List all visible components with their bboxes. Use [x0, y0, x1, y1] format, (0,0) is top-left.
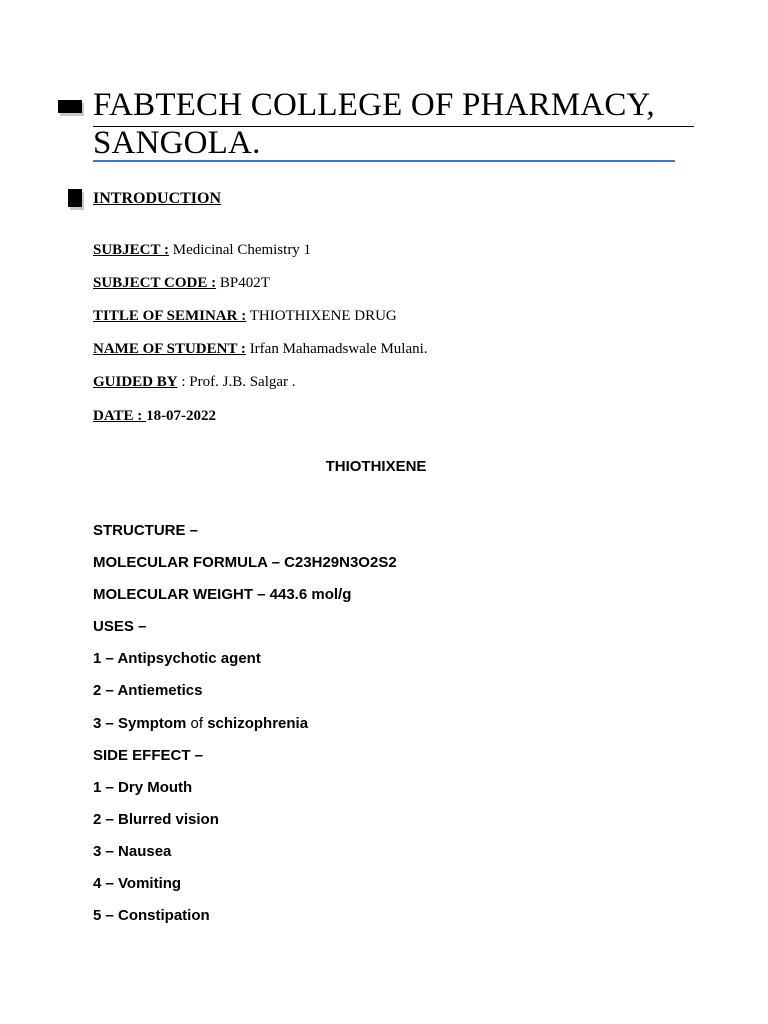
section-bullet-icon	[68, 189, 82, 207]
date-line	[93, 408, 216, 425]
subject-code-line	[93, 275, 270, 292]
use-item: 2 – Antiemetics	[93, 682, 203, 699]
side-effect-item: 2 – Blurred vision	[93, 811, 219, 828]
subject-code-value: BP402T	[216, 275, 270, 291]
introduction-heading: INTRODUCTION	[93, 190, 222, 207]
molecular-formula-line: MOLECULAR FORMULA – C23H29N3O2S2	[93, 554, 397, 571]
molecular-weight-line: MOLECULAR WEIGHT – 443.6 mol/g	[93, 586, 352, 603]
subject-value: Medicinal Chemistry 1	[169, 242, 312, 258]
college-title	[93, 86, 693, 162]
use-item: 1 – Antipsychotic agent	[93, 650, 261, 667]
student-name-value: Irfan Mahamadswale Mulani.	[245, 341, 428, 357]
uses-heading: USES –	[93, 618, 147, 635]
subject-code-label: SUBJECT CODE :	[93, 275, 217, 291]
guided-by-value: : Prof. J.B. Salgar .	[177, 374, 296, 390]
structure-line: STRUCTURE –	[93, 522, 199, 539]
side-effect-item: 1 – Dry Mouth	[93, 779, 193, 796]
use-item-text: 3 – Symptom	[93, 715, 191, 732]
title-blue-rule	[93, 160, 675, 162]
title-underline	[93, 126, 694, 127]
heading-bullet-icon	[58, 100, 82, 113]
college-title-line1: FABTECH COLLEGE OF PHARMACY,	[93, 87, 655, 123]
student-name-line	[93, 341, 428, 358]
subject-label: SUBJECT :	[93, 242, 169, 258]
side-effect-heading: SIDE EFFECT –	[93, 747, 204, 764]
use-item-text: of	[190, 715, 204, 732]
seminar-title-label: TITLE OF SEMINAR :	[93, 308, 247, 324]
date-label: DATE :	[93, 408, 147, 424]
guided-by-label: GUIDED BY	[93, 374, 178, 390]
side-effect-item: 4 – Vomiting	[93, 875, 182, 892]
seminar-title-value: THIOTHIXENE DRUG	[246, 308, 397, 324]
drug-heading: THIOTHIXENE	[325, 458, 427, 475]
side-effect-item: 5 – Constipation	[93, 907, 210, 924]
side-effect-item: 3 – Nausea	[93, 843, 172, 860]
college-title-line2: SANGOLA.	[93, 125, 261, 161]
seminar-title-line	[93, 308, 397, 325]
guided-by-line	[93, 374, 296, 391]
subject-line	[93, 242, 311, 259]
use-item	[93, 715, 308, 732]
use-item-text: schizophrenia	[203, 715, 309, 732]
date-value: 18-07-2022	[146, 408, 217, 424]
student-name-label: NAME OF STUDENT :	[93, 341, 246, 357]
